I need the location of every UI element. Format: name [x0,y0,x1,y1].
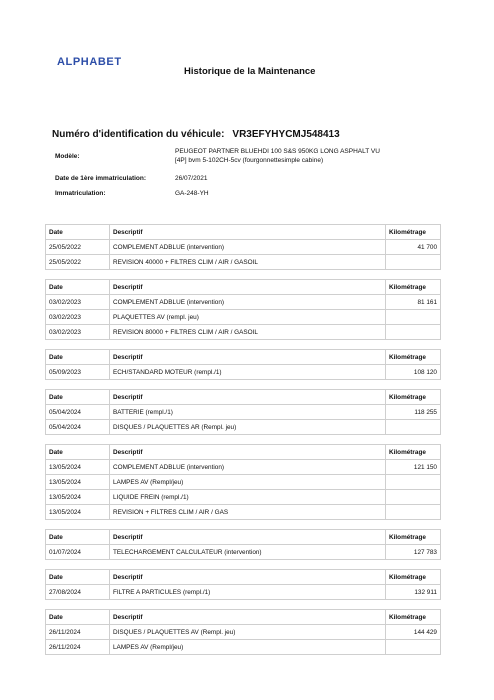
cell-kilometrage: 144 429 [386,625,441,640]
cell-descriptif: LIQUIDE FREIN (rempl./1) [110,490,386,505]
table-row [46,585,441,600]
cell-kilometrage: 118 255 [386,405,441,420]
first-registration-label: Date de 1ère immatriculation: [55,175,147,182]
cell-date: 26/11/2024 [46,640,110,655]
model-value-line1: PEUGEOT PARTNER BLUEHDI 100 S&S 950KG LONG ASPHALT VU [175,148,380,155]
cell-descriptif: ECH/STANDARD MOTEUR (rempl./1) [110,365,386,380]
table-header-row [46,225,441,240]
header-descriptif: Descriptif [110,445,386,460]
table-row [46,625,441,640]
cell-descriptif: COMPLEMENT ADBLUE (intervention) [110,460,386,475]
header-descriptif: Descriptif [110,570,386,585]
cell-date: 26/11/2024 [46,625,110,640]
header-kilometrage: Kilométrage [386,610,441,625]
document-title: Historique de la Maintenance [184,66,316,77]
header-kilometrage: Kilométrage [386,280,441,295]
table-row [46,505,441,520]
cell-descriptif: COMPLEMENT ADBLUE (intervention) [110,240,386,255]
header-date: Date [46,225,110,240]
header-descriptif: Descriptif [110,350,386,365]
cell-descriptif: FILTRE A PARTICULES (rempl./1) [110,585,386,600]
cell-kilometrage: 81 161 [386,295,441,310]
cell-descriptif: DISQUES / PLAQUETTES AR (Rempl. jeu) [110,420,386,435]
cell-kilometrage: 132 911 [386,585,441,600]
company-logo: ALPHABET [57,56,122,68]
cell-kilometrage: 127 783 [386,545,441,560]
cell-descriptif: TELECHARGEMENT CALCULATEUR (intervention) [110,545,386,560]
cell-descriptif: REVISION 40000 + FILTRES CLIM / AIR / GASOIL [110,255,386,270]
header-kilometrage: Kilométrage [386,390,441,405]
cell-date: 01/07/2024 [46,545,110,560]
cell-descriptif: LAMPES AV (Rempl/jeu) [110,640,386,655]
cell-date: 03/02/2023 [46,325,110,340]
cell-kilometrage [386,325,441,340]
header-date: Date [46,530,110,545]
table-row [46,310,441,325]
table-row [46,325,441,340]
cell-kilometrage [386,505,441,520]
cell-kilometrage: 41 700 [386,240,441,255]
cell-descriptif: PLAQUETTES AV (rempl. jeu) [110,310,386,325]
table-header-row [46,570,441,585]
table-row [46,490,441,505]
cell-date: 13/05/2024 [46,475,110,490]
cell-date: 13/05/2024 [46,490,110,505]
cell-kilometrage [386,640,441,655]
cell-kilometrage [386,255,441,270]
vin-label: Numéro d'identification du véhicule: [52,129,225,140]
cell-descriptif: DISQUES / PLAQUETTES AV (Rempl. jeu) [110,625,386,640]
vin-heading [52,129,340,140]
table-header-row [46,350,441,365]
cell-kilometrage [386,310,441,325]
cell-kilometrage: 108 120 [386,365,441,380]
cell-kilometrage: 121 150 [386,460,441,475]
table-row [46,295,441,310]
header-descriptif: Descriptif [110,530,386,545]
vin-value: VR3EFYHYCMJ548413 [232,129,340,140]
header-date: Date [46,350,110,365]
cell-kilometrage [386,420,441,435]
header-date: Date [46,280,110,295]
maintenance-table [45,529,441,560]
model-label: Modèle: [55,153,80,160]
table-row [46,255,441,270]
header-descriptif: Descriptif [110,280,386,295]
table-row [46,420,441,435]
table-row [46,475,441,490]
cell-descriptif: BATTERIE (rempl./1) [110,405,386,420]
header-date: Date [46,445,110,460]
table-row [46,365,441,380]
header-kilometrage: Kilométrage [386,445,441,460]
cell-kilometrage [386,490,441,505]
table-row [46,545,441,560]
cell-descriptif: REVISION 80000 + FILTRES CLIM / AIR / GASOIL [110,325,386,340]
plate-value: GA-248-YH [175,190,209,197]
maintenance-table [45,224,441,270]
header-date: Date [46,610,110,625]
table-header-row [46,445,441,460]
cell-descriptif: REVISION + FILTRES CLIM / AIR / GAS [110,505,386,520]
header-kilometrage: Kilométrage [386,350,441,365]
first-registration-value: 26/07/2021 [175,175,208,182]
cell-date: 05/09/2023 [46,365,110,380]
table-header-row [46,280,441,295]
plate-label: Immatriculation: [55,190,106,197]
maintenance-table [45,349,441,380]
cell-date: 05/04/2024 [46,405,110,420]
header-descriptif: Descriptif [110,610,386,625]
maintenance-table [45,569,441,600]
header-descriptif: Descriptif [110,225,386,240]
table-row [46,640,441,655]
cell-date: 05/04/2024 [46,420,110,435]
maintenance-tables [45,224,440,664]
cell-date: 03/02/2023 [46,295,110,310]
cell-kilometrage [386,475,441,490]
table-row [46,240,441,255]
cell-date: 13/05/2024 [46,460,110,475]
header-kilometrage: Kilométrage [386,570,441,585]
table-row [46,460,441,475]
header-descriptif: Descriptif [110,390,386,405]
cell-date: 25/05/2022 [46,240,110,255]
header-date: Date [46,390,110,405]
table-header-row [46,610,441,625]
model-value-line2: [4P] bvm 5-102CH-5cv (fourgonnettesimple cabine) [175,157,324,164]
header-kilometrage: Kilométrage [386,530,441,545]
table-header-row [46,530,441,545]
cell-descriptif: LAMPES AV (Rempl/jeu) [110,475,386,490]
cell-descriptif: COMPLEMENT ADBLUE (intervention) [110,295,386,310]
maintenance-table [45,609,441,655]
cell-date: 27/08/2024 [46,585,110,600]
cell-date: 03/02/2023 [46,310,110,325]
table-row [46,405,441,420]
table-header-row [46,390,441,405]
maintenance-table [45,389,441,435]
cell-date: 25/05/2022 [46,255,110,270]
header-date: Date [46,570,110,585]
cell-date: 13/05/2024 [46,505,110,520]
maintenance-table [45,279,441,340]
maintenance-table [45,444,441,520]
header-kilometrage: Kilométrage [386,225,441,240]
